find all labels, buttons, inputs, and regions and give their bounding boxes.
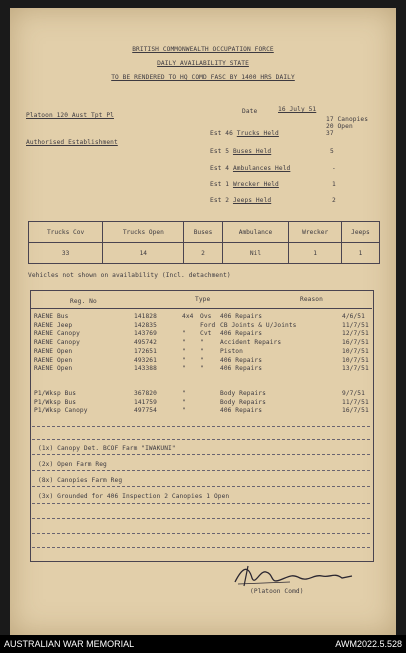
table-cell: 33 [29,243,103,264]
held-value: 2 [332,197,336,204]
detail-reg: 141759 [134,398,157,406]
held-value-total: 37 [326,130,334,137]
detail-unit: RAENE Canopy [34,339,80,347]
detail-reason: 406 Repairs [220,313,263,320]
detail-type-2: " [200,339,204,347]
header-line-1: BRITISH COMMONWEALTH OCCUPATION FORCE [132,46,274,53]
detail-date: 10/7/51 [342,356,369,364]
table-header-cell: Buses [184,222,222,243]
authorised-establishment: Authorised Establishment [26,139,118,146]
detail-unit: RAENE Bus [34,313,69,320]
detail-reg: 143388 [134,365,157,373]
header-line-2: DAILY AVAILABILITY STATE [157,60,249,67]
divider [32,470,370,471]
divider [32,486,370,487]
held-label: Buses Held [232,148,272,155]
held-label: Wrecker Held [232,181,279,188]
held-value: 1 [332,181,336,188]
detail-type: " [182,339,186,347]
held-value: 5 [330,148,334,155]
table-cell: Nil [222,243,289,264]
detail-reg: 497754 [134,407,157,415]
held-est: Est 46 [210,130,233,137]
detail-type: " [182,390,186,397]
table-row [29,243,380,264]
header-line-3: TO BE RENDERED TO HQ COMD FASC BY 1400 HRS DAILY [111,74,295,81]
table-cell: 1 [341,243,379,264]
detail-unit: P1/Wksp Bus [34,398,77,406]
held-label: Jeeps Held [232,197,272,204]
document-page [10,8,396,635]
platoon-label: Platoon 120 Aust Tpt Pl [26,112,114,119]
table-cell: 14 [103,243,184,264]
date-label: Date [242,108,258,115]
held-row-ambulances [210,165,290,172]
detail-reg: 172651 [134,347,157,355]
detail-type: " [182,356,186,364]
held-est: Est 5 [210,148,230,155]
held-row-trucks [210,130,279,137]
divider [30,308,372,309]
detail-type-2: Ford [200,321,216,329]
detail-reason: CB Joints & U/Joints [220,321,297,329]
detail-type: " [182,398,186,406]
held-est: Est 1 [210,181,230,188]
detail-type: 4x4 [182,313,194,320]
note-line: (2x) Open Farm Reg [38,461,107,468]
detail-unit: RAENE Jeep [34,321,73,329]
table-header-cell: Jeeps [341,222,379,243]
signature-caption: (Platoon Comd) [250,588,304,595]
detail-reason: Body Repairs [220,398,266,406]
detail-date: 16/7/51 [342,339,369,347]
divider [32,439,370,440]
held-label: Trucks Held [236,130,279,137]
note-line: (3x) Grounded for 406 Inspection 2 Canopies 1 Open [38,493,230,500]
detail-date: 11/7/51 [342,398,369,406]
held-est: Est 2 [210,197,230,204]
detail-date: 10/7/51 [342,347,369,355]
divider [32,454,370,455]
detail-type: " [182,347,186,355]
held-value: - [332,165,336,172]
divider [32,547,370,548]
detail-header-reg: Reg. No [70,298,97,305]
detail-type-2: " [200,356,204,364]
detail-date: 12/7/51 [342,330,369,338]
footer-left: AUSTRALIAN WAR MEMORIAL [4,639,135,649]
detail-reason: 406 Repairs [220,356,263,364]
detail-reg: 495742 [134,339,157,347]
detail-date: 4/6/51 [342,313,365,320]
detail-date: 13/7/51 [342,365,369,373]
detail-date: 11/7/51 [342,321,369,329]
held-value-open: 20 Open [326,123,353,130]
detail-type: " [182,407,186,415]
detail-reason: Accident Repairs [220,339,282,347]
divider [32,518,370,519]
detail-type-2: " [200,365,204,373]
date-value: 16 July 51 [278,106,317,113]
detail-unit: RAENE Open [34,365,73,373]
detail-reg: 367820 [134,390,157,397]
table-header-cell: Trucks Cov [29,222,103,243]
detail-reason: Body Repairs [220,390,266,397]
detail-reg: 143769 [134,330,157,338]
not-shown-note: Vehicles not shown on availability (Incl. detachment) [28,272,231,279]
detail-unit: P1/Wksp Canopy [34,407,88,415]
detail-header-type: Type [195,296,211,303]
detail-unit: P1/Wksp Bus [34,390,77,397]
table-header-cell: Wrecker [289,222,341,243]
detail-type-2: Ovs [200,313,212,320]
table-cell: 2 [184,243,222,264]
held-label: Ambulances Held [232,165,291,172]
detail-date: 9/7/51 [342,390,365,397]
detail-date: 16/7/51 [342,407,369,415]
divider [32,426,370,427]
detail-unit: RAENE Canopy [34,330,80,338]
detail-type: " [182,330,186,338]
detail-reason: 406 Repairs [220,330,263,338]
archive-footer [0,635,406,653]
detail-unit: RAENE Open [34,347,73,355]
detail-reg: 493261 [134,356,157,364]
table-header-cell: Ambulance [222,222,289,243]
table-cell: 1 [289,243,341,264]
detail-unit: RAENE Open [34,356,73,364]
held-row-jeeps [210,197,271,204]
held-row-buses [210,148,271,155]
detail-reg: 141828 [134,313,157,320]
divider [32,533,370,534]
table-header-cell: Trucks Open [103,222,184,243]
held-row-wrecker [210,181,279,188]
detail-type-2: Cvt [200,330,212,338]
footer-right: AWM2022.5.528 [335,639,402,649]
detail-type-2: " [200,347,204,355]
availability-totals-table [28,221,380,264]
detail-reason: 406 Repairs [220,407,263,415]
detail-reason: 406 Repairs [220,365,263,373]
held-value-canopies: 17 Canopies [326,116,369,123]
note-line: (8x) Canopies Farm Reg [38,477,123,484]
detail-reason: Piston [220,347,243,355]
held-est: Est 4 [210,165,230,172]
detail-header-reason: Reason [300,296,323,303]
table-header-row [29,222,380,243]
signature [230,560,360,590]
detail-reg: 142835 [134,321,157,329]
note-line: (1x) Canopy Det. BCOF Farm "IWAKUNI" [38,445,176,452]
detail-type: " [182,365,186,373]
divider [32,503,370,504]
